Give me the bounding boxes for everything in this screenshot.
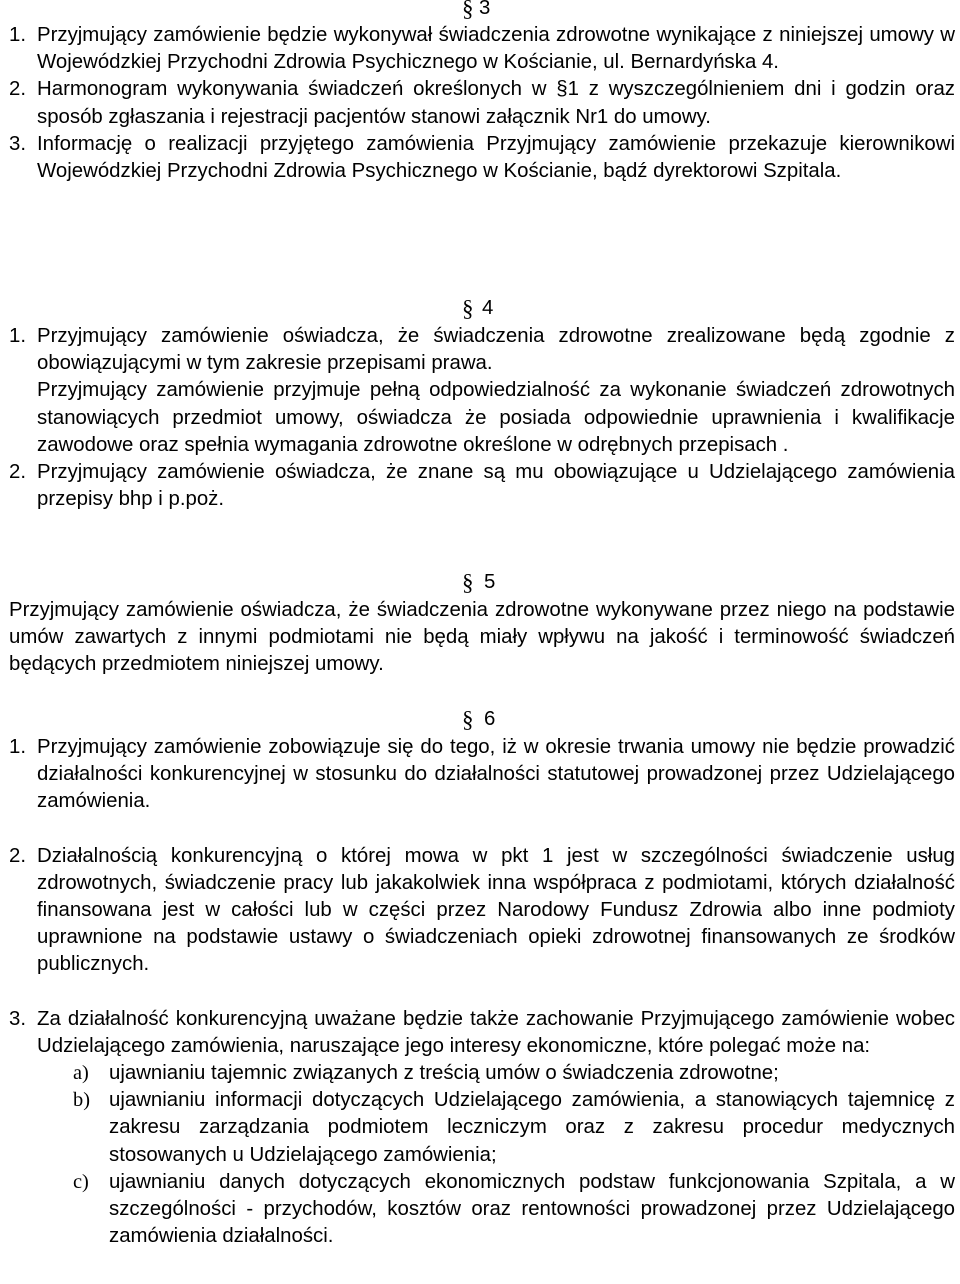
section-5-body xyxy=(9,597,955,679)
section-number: 3 xyxy=(479,0,491,19)
section-5-heading xyxy=(0,569,960,596)
section-symbol: § xyxy=(462,296,474,321)
section-6-subitem-b xyxy=(9,1087,955,1169)
section-4-item-1-continuation: Przyjmujący zamówienie przyjmuje pełną odpowiedzialność za wykonanie świadczeń zdrowotnych stanowiących przedmiot umowy, oświadcza że posiada odpowiednie uprawnienia i kwalifikacje zawodowe oraz spełnia wymagania zdrowotne określone w odrębnych przepisach . xyxy=(37,379,955,456)
spacer xyxy=(9,979,955,1006)
item-text: Przyjmujący zamówienie zobowiązuje się do tego, iż w okresie trwania umowy nie będzie prowadzić działalności konkurencyjnej w stosunku do działalności statutowej prowadzonej przez Udzielającego zamówienia. xyxy=(37,736,955,813)
subitem-letter: b) xyxy=(73,1089,90,1112)
section-6-item-1 xyxy=(9,734,955,816)
item-number: 3. xyxy=(9,1007,27,1030)
section-number: 4 xyxy=(482,297,494,319)
item-text: Przyjmujący zamówienie oświadcza, że świadczenia zdrowotne zrealizowane będą zgodnie z obowiązującymi w tym zakresie przepisami prawa. xyxy=(37,325,955,375)
item-text: Przyjmujący zamówienie będzie wykonywał świadczenia zdrowotne wynikające z niniejszej umowy w Wojewódzkiej Przychodni Zdrowia Psychicznego w Kościanie, ul. Bernardyńska 4. xyxy=(37,24,955,74)
subitem-letter: c) xyxy=(73,1170,89,1193)
subitem-letter: a) xyxy=(73,1062,89,1085)
section-4-item-1 xyxy=(9,323,955,377)
item-text: Działalnością konkurencyjną o której mowa w pkt 1 jest w szczególności świadczenie usług zdrowotnych, świadczenie pracy lub jakakolwiek inna współpraca z podmiotami, których działalność finansowana jest w całości lub w części przez Narodowy Fundusz Zdrowia albo inne podmioty uprawnione na podstawie ustawy o świadczeniach opieki zdrowotnej finansowanych ze środków publicznych. xyxy=(37,844,955,976)
section-5-paragraph: Przyjmujący zamówienie oświadcza, że świadczenia zdrowotne wykonywane przez niego na podstawie umów zawartych z innymi podmiotami nie będą miały wpływu na jakość i terminowość świadczeń będących przedmiotem niniejszej umowy. xyxy=(9,599,955,676)
item-number: 2. xyxy=(9,844,27,867)
subitem-text: ujawnianiu danych dotyczących ekonomicznych podstaw funkcjonowania Szpitala, a w szczególności - przychodów, kosztów oraz rentowności prowadzonej przez Udzielającego zamówienia działalności. xyxy=(109,1170,955,1248)
item-text: Przyjmujący zamówienie oświadcza, że znane są mu obowiązujące u Udzielającego zamówienia przepisy bhp i p.poż. xyxy=(37,461,955,511)
item-text: Za działalność konkurencyjną uważane będzie także zachowanie Przyjmującego zamówienie wobec Udzielającego zamówienia, naruszające jego interesy ekonomiczne, które polegać może na: xyxy=(37,1007,955,1057)
section-number: 6 xyxy=(484,708,496,730)
item-number: 2. xyxy=(9,461,27,484)
section-6-body xyxy=(9,734,955,1250)
subitem-text: ujawnianiu tajemnic związanych z treścią umów o świadczenia zdrowotne; xyxy=(109,1062,779,1085)
item-number: 1. xyxy=(9,325,27,347)
item-number: 2. xyxy=(9,78,27,101)
item-text: Harmonogram wykonywania świadczeń określonych w §1 z wyszczególnieniem dni i godzin oraz sposób zgłaszania i rejestracji pacjentów stanowi załącznik Nr1 do umowy. xyxy=(37,78,955,128)
item-text: Informację o realizacji przyjętego zamówienia Przyjmujący zamówienie przekazuje kierownikowi Wojewódzkiej Przychodni Zdrowia Psychicznego w Kościanie, bądź dyrektorowi Szpitala. xyxy=(37,132,955,183)
spacer xyxy=(9,816,955,843)
section-3-body xyxy=(9,22,955,185)
section-6-subitem-a xyxy=(9,1060,955,1087)
section-4-heading xyxy=(0,295,960,322)
subitem-text: ujawnianiu informacji dotyczących Udzielającego zamówienia, a stanowiących tajemnicę z zakresu zarządzania podmiotem leczniczym oraz z zakresu procedur medycznych stosowanych u Udzielającego zamówienia; xyxy=(109,1089,955,1166)
section-number: 5 xyxy=(484,571,496,593)
section-3-item-1 xyxy=(9,22,955,76)
section-6-item-2 xyxy=(9,843,955,979)
item-number: 1. xyxy=(9,24,27,46)
section-3-heading xyxy=(0,0,960,22)
section-4-body xyxy=(9,323,955,513)
section-6-heading xyxy=(0,706,960,733)
section-6-subitem-c xyxy=(9,1169,955,1251)
section-symbol: § xyxy=(462,707,474,732)
item-number: 1. xyxy=(9,736,27,758)
section-3-item-3 xyxy=(9,131,955,185)
item-number: 3. xyxy=(9,132,27,155)
section-symbol: § xyxy=(462,0,474,21)
section-4-item-2 xyxy=(9,459,955,513)
section-3-item-2 xyxy=(9,76,955,130)
section-symbol: § xyxy=(462,570,474,595)
section-6-item-3 xyxy=(9,1006,955,1060)
